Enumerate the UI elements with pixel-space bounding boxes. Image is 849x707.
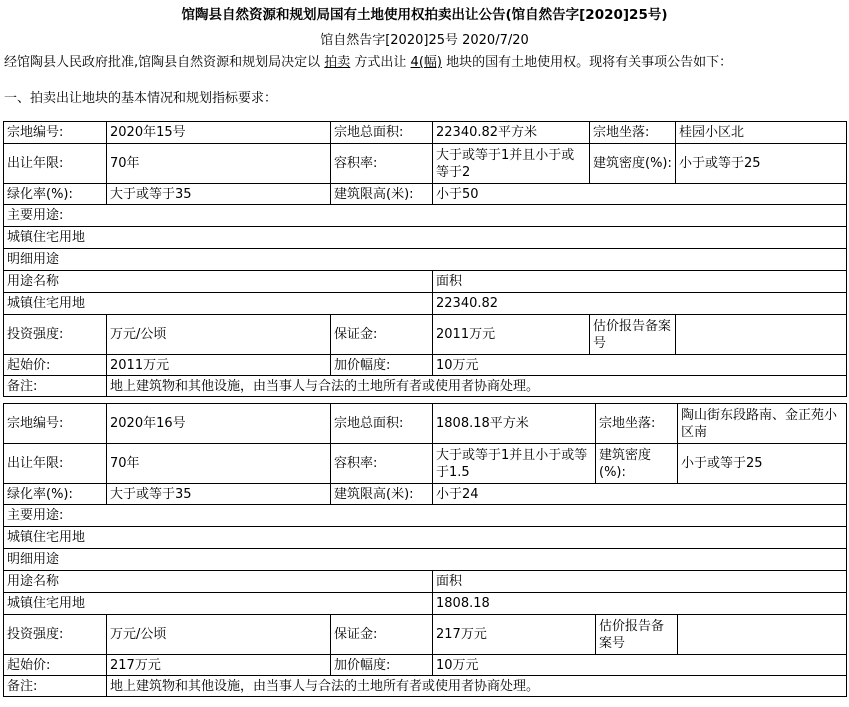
parcel-no-value: 2020年15号 (107, 122, 331, 144)
density-value: 小于或等于25 (676, 144, 847, 184)
location-label: 宗地坐落: (590, 122, 676, 144)
parcel-table-2 (3, 403, 847, 697)
invest-label: 投资强度: (4, 615, 107, 655)
density-value: 小于或等于25 (678, 444, 847, 484)
green-value: 大于或等于35 (107, 184, 331, 205)
intro-post: 地块的国有土地使用权。现将有关事项公告如下： (441, 55, 733, 70)
appraisal-label: 估价报告备案号 (590, 315, 676, 355)
parcel-table-1 (3, 121, 847, 397)
parcel-no-label: 宗地编号: (4, 404, 107, 444)
deposit-label: 保证金: (331, 615, 433, 655)
increment-value: 10万元 (433, 355, 847, 376)
use-name-header: 用途名称 (4, 271, 433, 293)
term-value: 70年 (107, 144, 331, 184)
far-label: 容积率: (331, 444, 433, 484)
intro-count: 4(幅) (410, 55, 442, 70)
use-name-value: 城镇住宅用地 (4, 293, 433, 315)
term-label: 出让年限: (4, 444, 107, 484)
intro-mid: 方式出让 (350, 55, 411, 70)
deposit-value: 217万元 (433, 615, 596, 655)
green-label: 绿化率(%): (4, 484, 107, 505)
intro-pre: 经馆陶县人民政府批准,馆陶县自然资源和规划局决定以 (4, 55, 325, 70)
height-label: 建筑限高(米): (331, 484, 433, 505)
use-area-header: 面积 (433, 571, 847, 593)
main-use-label: 主要用途: (4, 505, 847, 527)
green-label: 绿化率(%): (4, 184, 107, 205)
invest-label: 投资强度: (4, 315, 107, 355)
height-value: 小于50 (433, 184, 847, 205)
deposit-label: 保证金: (331, 315, 433, 355)
far-value: 大于或等于1并且小于或等于1.5 (433, 444, 596, 484)
main-use-value: 城镇住宅用地 (4, 527, 847, 549)
remark-label: 备注: (4, 676, 107, 697)
total-area-label: 宗地总面积: (331, 404, 433, 444)
height-label: 建筑限高(米): (331, 184, 433, 205)
main-use-label: 主要用途: (4, 205, 847, 227)
deposit-value: 2011万元 (433, 315, 590, 355)
parcel-no-value: 2020年16号 (107, 404, 331, 444)
location-label: 宗地坐落: (596, 404, 678, 444)
invest-value: 万元/公顷 (107, 615, 331, 655)
parcel-no-label: 宗地编号: (4, 122, 107, 144)
use-area-header: 面积 (433, 271, 847, 293)
page-title: 馆陶县自然资源和规划局国有土地使用权拍卖出让公告(馆自然告字[2020]25号) (181, 7, 668, 23)
intro-method: 拍卖 (324, 55, 351, 70)
increment-label: 加价幅度: (331, 655, 433, 676)
total-area-label: 宗地总面积: (331, 122, 433, 144)
use-name-value: 城镇住宅用地 (4, 593, 433, 615)
start-price-value: 2011万元 (107, 355, 331, 376)
height-value: 小于24 (433, 484, 847, 505)
total-area-value: 1808.18平方米 (433, 404, 596, 444)
section-title: 一、拍卖出让地块的基本情况和规划指标要求： (4, 91, 278, 106)
start-price-label: 起始价: (4, 355, 107, 376)
remark-label: 备注: (4, 376, 107, 397)
use-name-header: 用途名称 (4, 571, 433, 593)
use-area-value: 1808.18 (433, 593, 847, 615)
main-use-value: 城镇住宅用地 (4, 227, 847, 249)
far-value: 大于或等于1并且小于或等于2 (433, 144, 590, 184)
density-label: 建筑密度(%): (596, 444, 678, 484)
remark-value: 地上建筑物和其他设施，由当事人与合法的土地所有者或使用者协商处理。 (107, 676, 847, 697)
detail-use-label: 明细用途 (4, 249, 847, 271)
increment-value: 10万元 (433, 655, 847, 676)
use-area-value: 22340.82 (433, 293, 847, 315)
term-value: 70年 (107, 444, 331, 484)
invest-value: 万元/公顷 (107, 315, 331, 355)
far-label: 容积率: (331, 144, 433, 184)
appraisal-value (676, 315, 847, 355)
increment-label: 加价幅度: (331, 355, 433, 376)
location-value: 桂园小区北 (676, 122, 847, 144)
term-label: 出让年限: (4, 144, 107, 184)
detail-use-label: 明细用途 (4, 549, 847, 571)
appraisal-label: 估价报告备案号 (596, 615, 678, 655)
appraisal-value (678, 615, 847, 655)
intro-paragraph (4, 51, 732, 70)
remark-value: 地上建筑物和其他设施，由当事人与合法的土地所有者或使用者协商处理。 (107, 376, 847, 397)
notice-number-date: 馆自然告字[2020]25号 2020/7/20 (320, 33, 529, 48)
start-price-value: 217万元 (107, 655, 331, 676)
green-value: 大于或等于35 (107, 484, 331, 505)
location-value: 陶山街东段路南、金正苑小区南 (678, 404, 847, 444)
density-label: 建筑密度(%): (590, 144, 676, 184)
start-price-label: 起始价: (4, 655, 107, 676)
total-area-value: 22340.82平方米 (433, 122, 590, 144)
